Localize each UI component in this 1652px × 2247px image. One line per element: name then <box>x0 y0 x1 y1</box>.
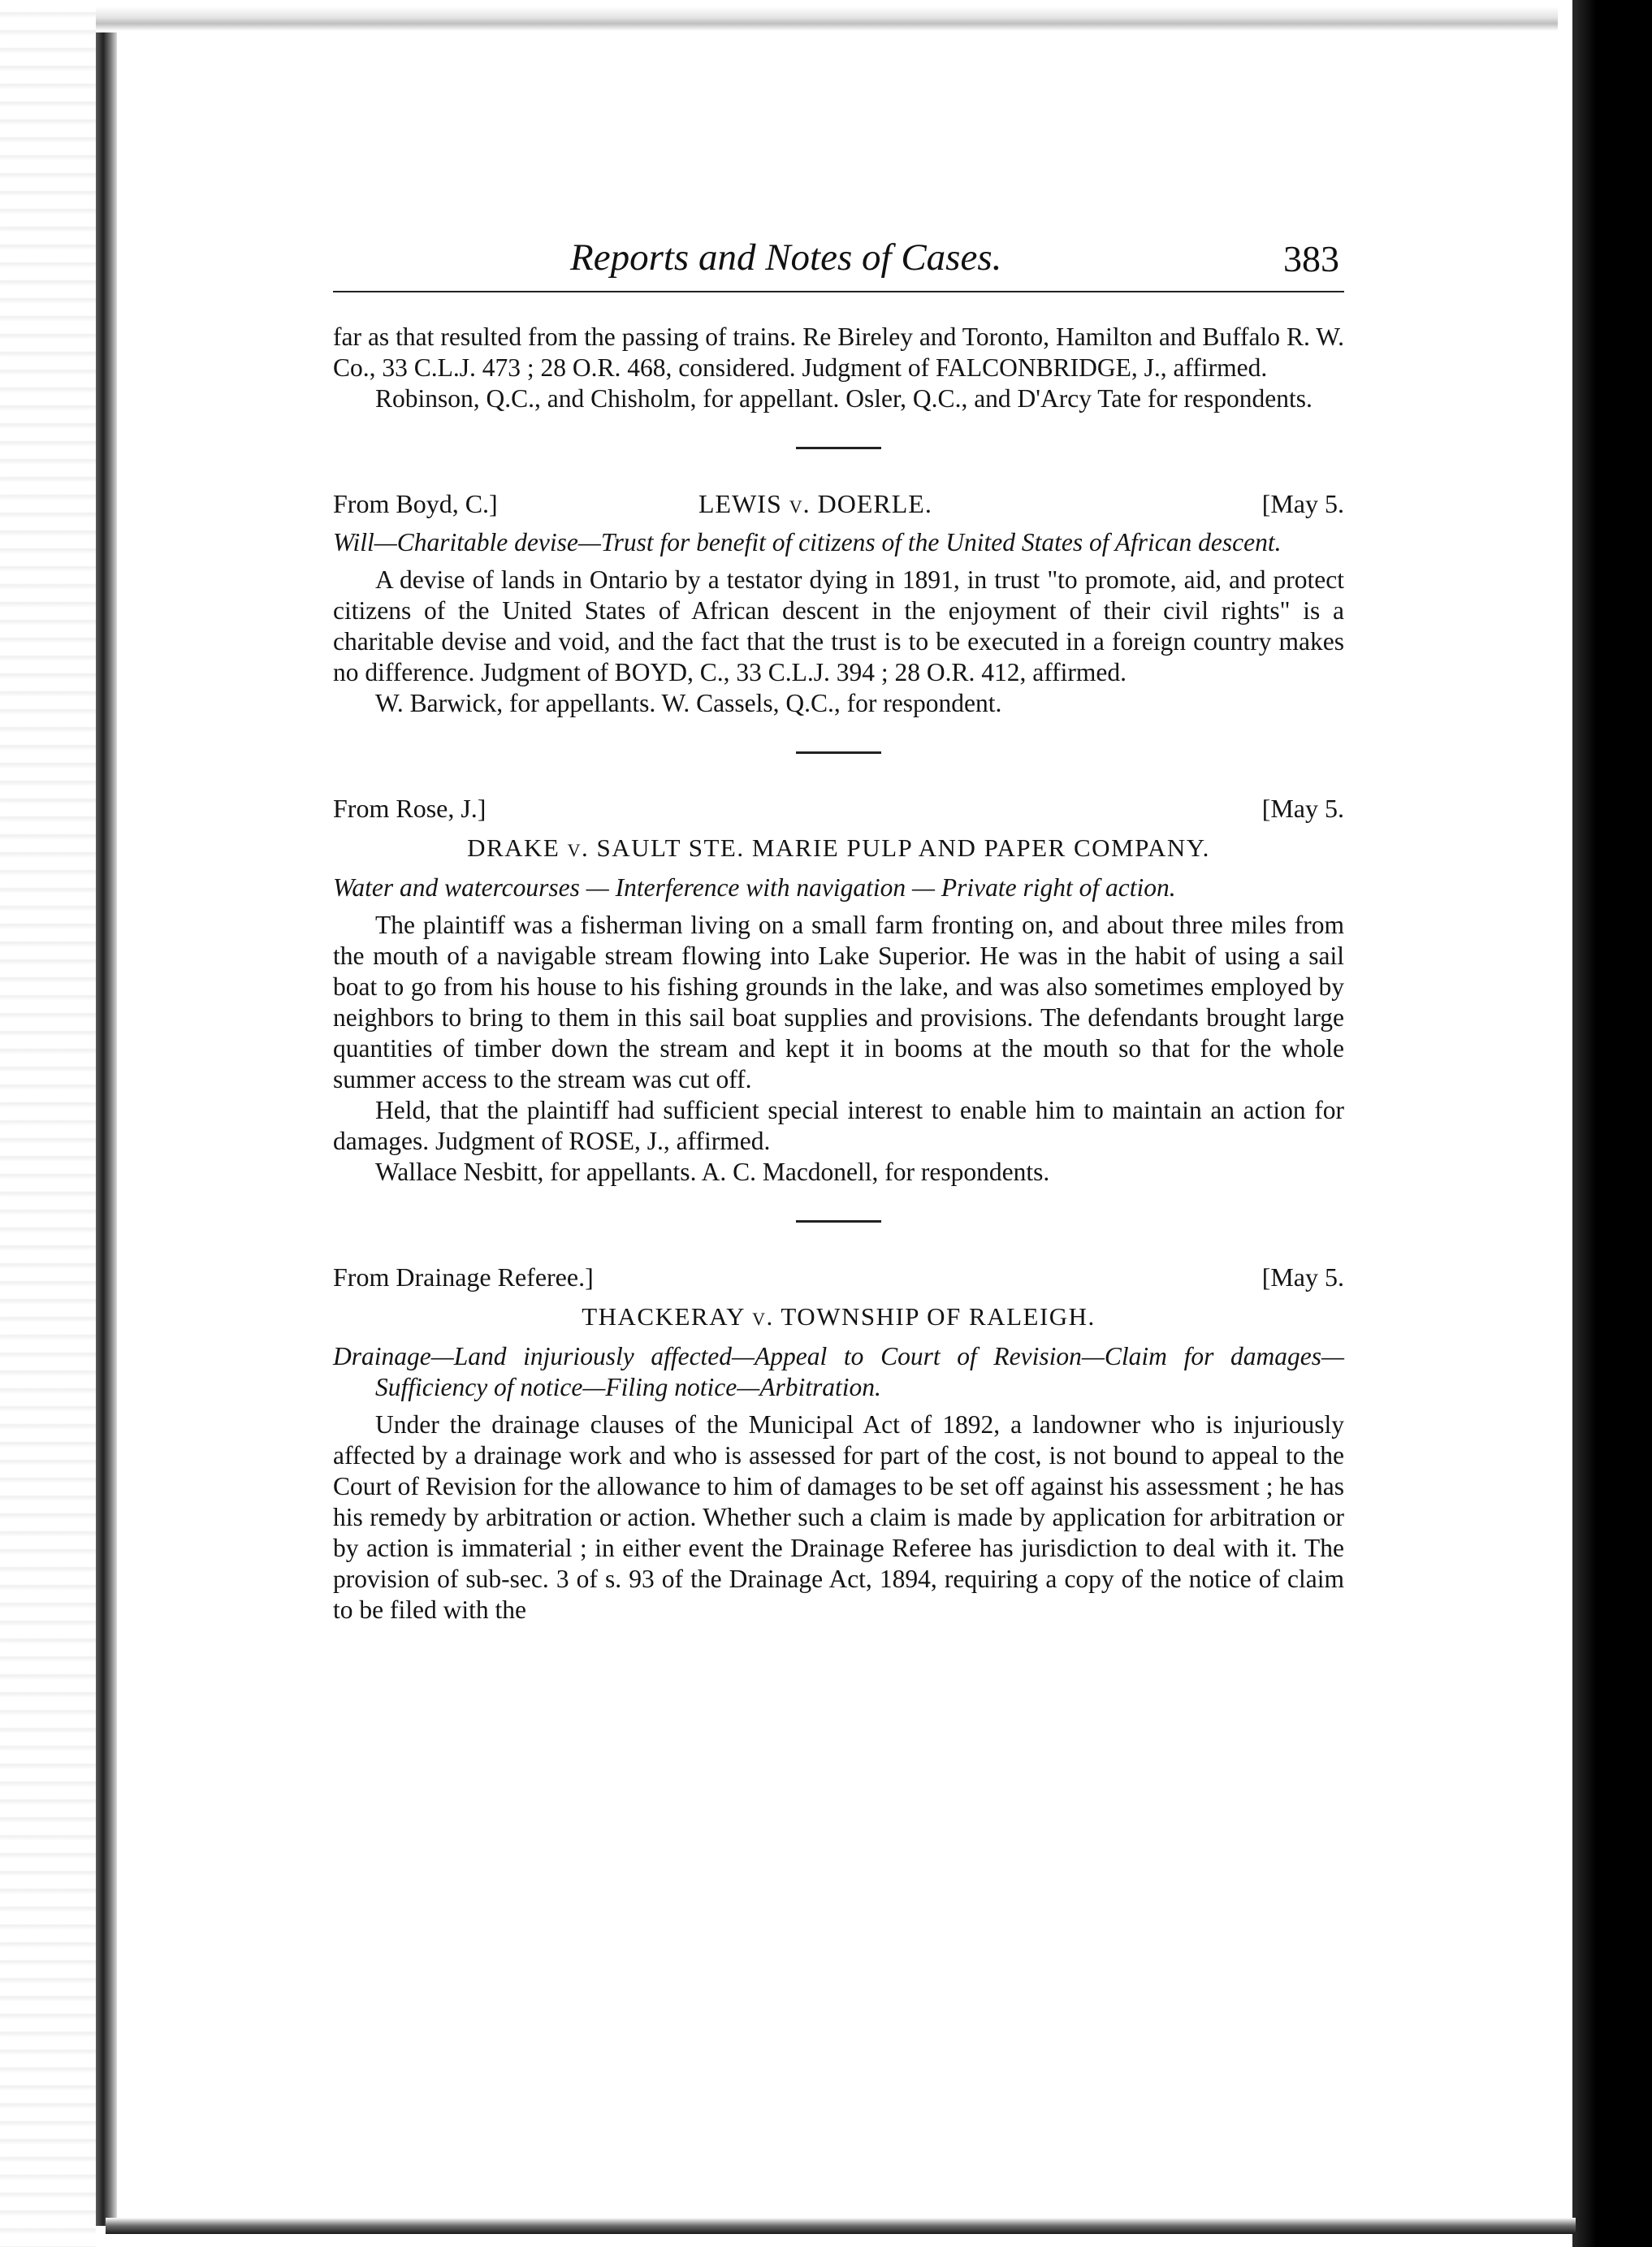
case-line <box>333 1260 1344 1294</box>
case-from: From Boyd, C.] <box>333 489 498 518</box>
scan-edge-right <box>1572 0 1652 2247</box>
case-counsel: W. Barwick, for appellants. W. Cassels, Q.C., for respondent. <box>375 689 1002 717</box>
section-separator <box>796 751 881 754</box>
case-counsel: Wallace Nesbitt, for appellants. A. C. Macdonell, for respondents. <box>375 1158 1050 1186</box>
scan-edge-bottom <box>106 2218 1576 2234</box>
case-title: DRAKE v. SAULT STE. MARIE PULP AND PAPER COMPANY. <box>467 833 1210 862</box>
running-title: Reports and Notes of Cases. <box>570 236 1002 279</box>
case-thackeray-v-raleigh <box>333 1260 1344 1626</box>
case-lewis-v-doerle <box>333 487 1344 719</box>
section-separator <box>796 447 881 449</box>
book-page <box>333 236 1344 1626</box>
section-separator <box>796 1220 881 1223</box>
case-from: From Rose, J.] <box>333 794 487 823</box>
header-rule <box>333 291 1344 292</box>
case-headnote: Water and watercourses — Interference with navigation — Private right of action. <box>333 873 1176 902</box>
scan-margin-left <box>0 0 96 2247</box>
case-date: [May 5. <box>1261 1262 1344 1292</box>
book-spine-edge <box>96 32 117 2226</box>
case-from: From Drainage Referee.] <box>333 1262 594 1292</box>
page-number: 383 <box>1283 238 1339 279</box>
case-line <box>333 791 1344 825</box>
case-body-paragraph: Under the drainage clauses of the Municipal Act of 1892, a landowner who is injuriously affected by a drainage work and who is assessed for part of the cost, is not bound to appeal to the Court of Revision for the allowance to him of damages to be set off against his assessment ; he has his remedy by arbitration or action. Whether such a claim is made by application for arbitration or by action is immaterial ; in either event the Drainage Referee has jurisdiction to deal with it. The provision of sub-sec. 3 of s. 93 of the Drainage Act, 1894, requiring a copy of the notice of claim to be filed with the <box>333 1410 1344 1624</box>
case-body-paragraph: Held, that the plaintiff had sufficient special interest to enable him to maintain an action for damages. Judgment of ROSE, J., affirmed. <box>333 1096 1344 1155</box>
running-head <box>333 236 1344 294</box>
case-date: [May 5. <box>1261 489 1344 518</box>
case-title: LEWIS v. DOERLE. <box>698 489 932 518</box>
case-title: THACKERAY v. TOWNSHIP OF RALEIGH. <box>582 1302 1096 1331</box>
case-headnote: Drainage—Land injuriously affected—Appeal to Court of Revision—Claim for damages—Sufficiency of notice—Filing notice—Arbitration. <box>333 1342 1344 1401</box>
case-line <box>333 487 1344 521</box>
case-body-paragraph: The plaintiff was a fisherman living on a small farm fronting on, and about three miles from the mouth of a navigable stream flowing into Lake Superior. He was in the habit of using a sail boat to go from his house to his fishing grounds in the lake, and was also sometimes employed by neighbors to bring to them in this sail boat supplies and provisions. The defendants brought large quantities of timber down the stream and kept it in booms at the mouth so that for the whole summer access to the stream was cut off. <box>333 911 1344 1093</box>
case-headnote: Will—Charitable devise—Trust for benefit of citizens of the United States of African descent. <box>333 528 1282 556</box>
case-drake-v-sault-ste-marie <box>333 791 1344 1188</box>
case-body-paragraph: A devise of lands in Ontario by a testator dying in 1891, in trust "to promote, aid, and protect citizens of the United States of African descent in the enjoyment of their civil rights" is a charitable devise and void, and the fact that the trust is to be executed in a foreign country makes no difference. Judgment of BOYD, C., 33 C.L.J. 394 ; 28 O.R. 412, affirmed. <box>333 565 1344 686</box>
case-date: [May 5. <box>1261 794 1344 823</box>
continuation-paragraph: far as that resulted from the passing of trains. Re Bireley and Toronto, Hamilton and Buffalo R. W. Co., 33 C.L.J. 473 ; 28 O.R. 468, considered. Judgment of FALCONBRIDGE, J., affirmed. <box>333 323 1344 382</box>
scan-edge-top <box>96 6 1558 31</box>
continuation-counsel: Robinson, Q.C., and Chisholm, for appellant. Osler, Q.C., and D'Arcy Tate for respondents. <box>375 384 1313 413</box>
